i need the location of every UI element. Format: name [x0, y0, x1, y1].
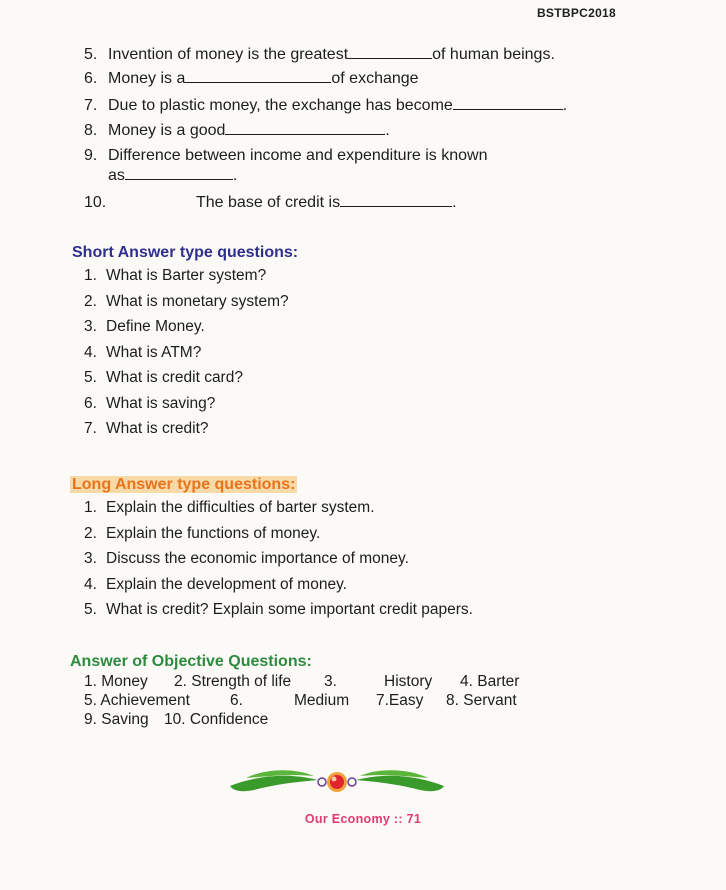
long-question: 4. Explain the development of money.	[84, 575, 347, 593]
long-question: 1. Explain the difficulties of barter system.	[84, 499, 375, 516]
short-answer-list	[84, 263, 289, 442]
short-question: 5. What is credit card?	[84, 369, 243, 386]
answer-item: 2. Strength of life	[174, 673, 292, 690]
page-code: BSTBPC2018	[536, 6, 616, 20]
answer-item: 4. Barter	[460, 673, 520, 690]
objective-question-6: 6. Money is a of exchange	[84, 70, 419, 87]
long-answer-list	[84, 495, 473, 623]
answer-item: History	[384, 673, 433, 690]
answer-item: 10. Confidence	[164, 711, 269, 728]
objective-question-9-continued: as .	[108, 167, 238, 184]
answer-item: 7.Easy	[376, 692, 424, 709]
answer-item: 9. Saving	[84, 711, 149, 728]
answer-item: 1. Money	[84, 673, 148, 690]
short-question: 3. Define Money.	[84, 318, 205, 335]
objective-question-7: 7. Due to plastic money, the exchange has become .	[84, 97, 568, 114]
answers-heading: Answer of Objective Questions:	[70, 653, 312, 670]
long-question: 5. What is credit? Explain some important credit papers.	[84, 601, 473, 618]
answer-item: Medium	[294, 692, 350, 709]
decorative-ornament-icon	[226, 762, 448, 798]
short-question: 1. What is Barter system?	[84, 267, 267, 284]
answer-item: 8. Servant	[446, 692, 517, 709]
objective-question-8: 8. Money is a good .	[84, 122, 390, 139]
short-question: 2. What is monetary system?	[84, 292, 289, 310]
long-question: 2. Explain the functions of money.	[84, 524, 321, 542]
objective-question-5: 5. Invention of money is the greatest of human beings.	[84, 46, 555, 63]
short-question: 7. What is credit?	[84, 420, 209, 437]
page-footer: Our Economy :: 71	[304, 812, 422, 826]
long-question: 3. Discuss the economic importance of money.	[84, 550, 409, 567]
short-question: 4. What is ATM?	[84, 343, 202, 361]
answer-item: 5. Achievement	[84, 692, 190, 709]
short-answer-heading: Short Answer type questions:	[72, 244, 299, 261]
answer-item: 6.	[230, 692, 243, 709]
long-answer-heading: Long Answer type questions:	[72, 476, 296, 493]
short-question: 6. What is saving?	[84, 394, 216, 412]
answer-item: 3.	[324, 673, 337, 690]
objective-question-10: 10. The base of credit is .	[84, 194, 457, 211]
objective-question-9: 9. Difference between income and expenditure is known	[84, 147, 488, 164]
